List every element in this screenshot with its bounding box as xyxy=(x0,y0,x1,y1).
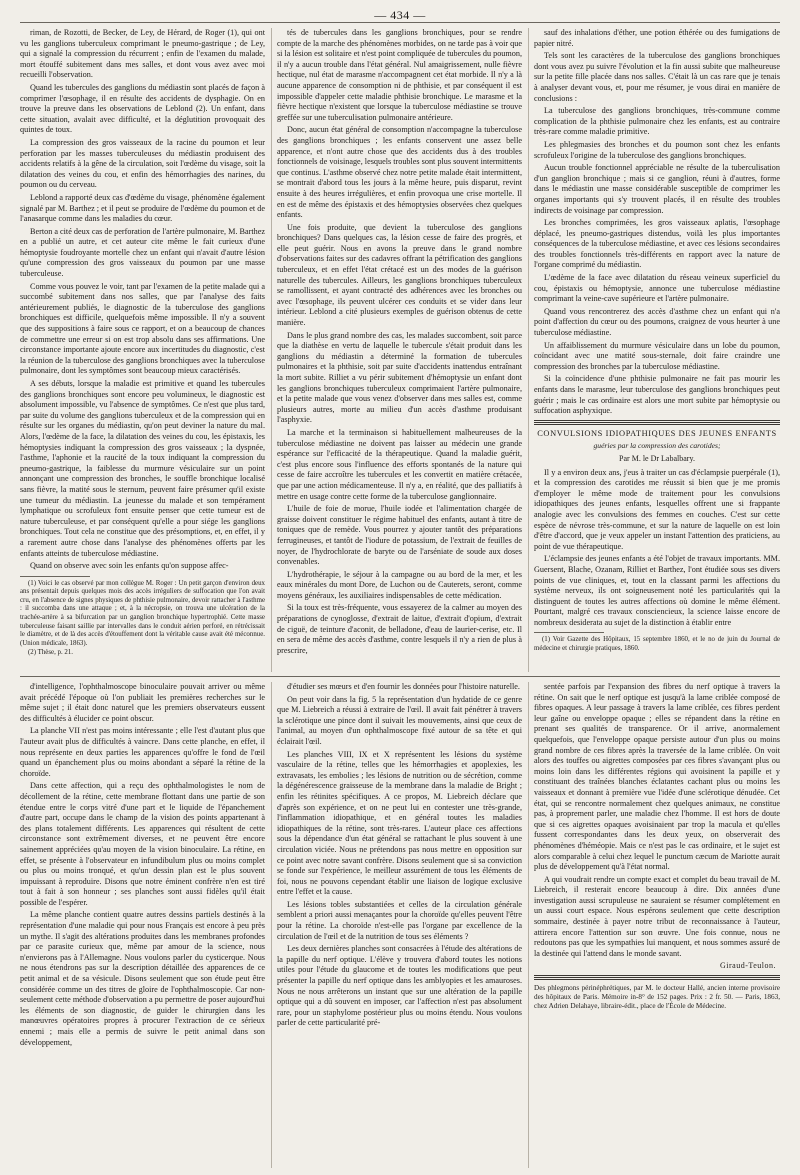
top-column-1 xyxy=(20,28,265,672)
paragraph: A qui voudrait rendre un compte exact et complet du beau travail de M. Liebreich, il resterait encore beaucoup à dire. Dix années d'une investigation aussi scrupuleuse ne sauraient se résumer complétement en un aussi court espace. Nous espérons seulement que cette description sommaire, destinée à payer notre tribut de reconnaissance à l'auteur, attirera encore l'attention sur son œuvre. Une fois connue, nous ne redoutons pas que les sympathies lui manquent, et nous sommes assuré de la destinée qui l'attend dans le monde savant. xyxy=(534,874,780,958)
paragraph: d'intelligence, l'ophthalmoscope binoculaire pouvait arriver ou même avait précédé l'époque où l'on publiait les premières recherches sur le même sujet ; il était donc naturel que les premiers observateurs eussent des difficultés à élucider ce point obscur. xyxy=(20,682,265,723)
column-separator xyxy=(271,682,272,1168)
paragraph: Comme vous pouvez le voir, tant par l'examen de la petite malade qui a succombé subitement dans nos salles, que par l'analyse des faits antérieurement publiés, le diagnostic de la tuberculose des ganglions bronchiques est difficile, quelquefois même impossible. Il n'y a souvent que des suppositions à faire sous ce rapport, et on a beaucoup de chances de commettre une erreur si on est trop absolu dans ses affirmations. Une circonstance importante ajoute encore aux incertitudes du diagnostic, c'est la réunion de la tuberculose des ganglions bronchiques avec la tuberculose pulmonaire, dont les symptômes sont beaucoup mieux caractérisés. xyxy=(20,281,265,376)
paragraph: Leblond a rapporté deux cas d'œdème du visage, phénomène également signalé par M. Barthez ; et il peut se produire de l'œdème du poumon et de l'anasarque comme dans les maladies du cœur. xyxy=(20,192,265,224)
paragraph: La même planche contient quatre autres dessins partiels destinés à la représentation d'une maladie qui pour nous Français est encore à peu près un mythe. Il s'agit des altérations produites dans les membranes profondes par ce parasite curieux que, même par amour de la science, nous n'envierons pas à l'Allemagne. Nous voulons parler du cysticerque. Nous ne nous étendrons pas sur la description détaillée des apparences de ce petit animal et de sa vésicule. Disons seulement que son étude peut être considérée comme un des titres de gloire de l'ophthalmoscopie. Car non-seulement cette méthode d'observation a pu permettre de poser aujourd'hui les éléments de son diagnostic, de guider le chirurgien dans les manœuvres opératoires propres à procurer l'extraction de ce sérieux ennemi ; mais elle a permis de suivre le petit animal dans son développement, xyxy=(20,910,265,1047)
footnote-rule xyxy=(20,576,90,577)
section-body xyxy=(534,468,780,629)
top-col1-body xyxy=(20,28,265,572)
paragraph: Un affaiblissement du murmure vésiculaire dans un lobe du poumon, coïncidant avec une matité sous-sternale, doit faire craindre une compression des bronches par la tuberculose médiastine. xyxy=(534,340,780,371)
paragraph: Aucun trouble fonctionnel appréciable ne résulte de la tuberculisation d'un ganglion bronchique ; mais si ce ganglion, réuni à d'autres, forme dans le médiastin une masse considérable susceptible de comprimer les organes importants qui s'y trouvent placés, il en résulte des troubles indirects de voisinage par compression. xyxy=(534,163,780,215)
paragraph: On peut voir dans la fig. 5 la représentation d'un hydatide de ce genre que M. Liebreich a réussi à extraire de l'œil. Il avait fait pénétrer à travers la sclérotique une pince dont il suivait les mouvements, ainsi que ceux de l'animal, au moyen d'un ophthalmoscope fixé autour de sa tête et qui éclairait l'œil. xyxy=(277,694,522,746)
bottom-col3-body xyxy=(534,682,780,959)
paragraph: Les deux dernières planches sont consacrées à l'étude des altérations de la papille du nerf optique. L'élève y trouvera d'abord toutes les notions utiles pour l'étude du glaucome et de toutes les modifications que peut présenter la papille du nerf optique dans les amblyopies et les amauroses. Nous ne nous arrêterons un instant que sur une altération de la papille optique qui a dû souvent en imposer, car l'affection n'est pas absolument rare, pour un staphylome postérieur plus ou moins étendu. Nous voulons parler de cette particularité pré- xyxy=(277,944,522,1028)
paragraph: A ses débuts, lorsque la maladie est primitive et quand les tubercules des ganglions bronchiques sont encore peu volumineux, le diagnostic est absolument impossible, vu l'absence de symptômes. Ce n'est que plus tard, par suite du volume des ganglions tuberculeux et de la compression qui en résulte sur les organes du médiastin, qu'on peut deviner la nature du mal. Alors, l'œdème de la face, la dilatation des veines du cou, les épistaxis, les hémoptysies indiquant la compression des gros vaisseaux ; la dyspnée, l'asthme, l'aphonie et la raucité de la toux indiquant la compression du pneumo-gastrique, la faiblesse du murmure vésiculaire sur un point annonçant une compression des bronches, le souffle bronchique localisé sans fièvre, la matité sous le sternum, peuvent faire présumer qu'il existe une tumeur du médiastin. La jeunesse du malade et son tempérament lymphatique ou scrofuleux font ensuite penser que cette tumeur est de nature tuberculeuse, et par conséquent qu'elle a pour siége les ganglions bronchiques. Tout cela ne constitue que des présomptions, et, en effet, il y a rarement autre chose dans l'analyse des phénomènes offerts par les enfants atteints de tuberculose médiastine. xyxy=(20,379,265,558)
section-title: CONVULSIONS IDIOPATHIQUES DES JEUNES ENFANTS xyxy=(537,428,777,438)
paragraph: L'éclampsie des jeunes enfants a été l'objet de travaux importants. MM. Guersent, Blache, Ozanam, Rilliet et Barthez, l'ont étudiée sous ses divers points de vue cliniques, et, tout en la classant parmi les affections du système nerveux, ils ont soigneusement noté les particularités qui la distinguent de toutes les autres affections où domine le même élément. Pourtant, malgré ces travaux consciencieux, la science laisse encore de nombreux desiderata au sujet de la distinction à établir entre xyxy=(534,554,780,627)
page-number: — 434 — xyxy=(374,8,426,22)
paragraph: sauf des inhalations d'éther, une potion éthérée ou des fumigations de papier nitré. xyxy=(534,28,780,48)
top-col2-body xyxy=(277,28,522,656)
section-author: Par M. le Dr Labalbary. xyxy=(619,453,695,463)
paragraph: L'huile de foie de morue, l'huile iodée et l'alimentation chargée de graisse doivent constituer le régime habituel des enfants, autant à titre de toniques que de remède. Vous pourrez y ajouter tantôt des préparations ferrugineuses, et tantôt de l'iodure de potassium, de l'extrait de feuilles de noyer, de l'hydrochlorate de baryte ou de l'arséniate de soude aux doses convenables. xyxy=(277,504,522,567)
bottom-col1-body xyxy=(20,682,265,1048)
section-rule xyxy=(534,975,780,976)
paragraph: Quand vous rencontrerez des accès d'asthme chez un enfant qui n'a point d'affection du cœur ou des poumons, craignez de vous heurter à une tuberculose médiastine. xyxy=(534,306,780,338)
section-rule-double xyxy=(534,977,780,980)
paragraph: La tuberculose des ganglions bronchiques, très-commune comme complication de la phthisie pulmonaire chez les enfants, est au contraire très-rare comme maladie primitive. xyxy=(534,106,780,137)
paragraph: (2) Thèse, p. 21. xyxy=(28,649,74,657)
top-column-2 xyxy=(277,28,522,672)
paragraph: riman, de Rozotti, de Becker, de Ley, de Hérard, de Roger (1), qui ont vu les ganglions tuberculeux comprimant le pneumo-gastrique ; de Ley, qui a signalé la compression du récurrent ; enfin de l'examen du malade, mort étouffé subitement dans mes salles, et dont vous avez avec moi recueilli l'observation. xyxy=(20,28,265,80)
paragraph: L'œdème de la face avec dilatation du réseau veineux superficiel du cou, épistaxis ou hémoptysie, annonce une tuberculose médiastine comprimant la veine-cave supérieure et l'artère pulmonaire. xyxy=(534,273,780,304)
bottom-column-3 xyxy=(534,682,780,1168)
column-separator xyxy=(528,28,529,672)
paragraph: d'étudier ses mœurs et d'en fournir les données pour l'histoire naturelle. xyxy=(287,682,520,691)
paragraph: sentée parfois par l'expansion des fibres du nerf optique à travers la rétine. On sait que le nerf optique est jusqu'à la lame criblée composé de fibres opaques. A leur passage à travers la lame criblée, ces fibres perdent leur gaîne ou enveloppe opaque ; elles se répandent dans la rétine en prenant ses qualités de transparence. Or il arrive, anormalement quelquefois, que l'enveloppe opaque persiste autour d'un plus ou moins grand nombre de ces fibres après la traversée de la lame criblée. On voit alors des touffes ou aigrettes composées par ces fibres s'avançant plus ou moins loin dans les différentes régions qui avoisinent la papille et y constituant des traînées blanches éclatantes cachant plus ou moins les vaisseaux et donnant à première vue l'idée d'une sclérotique dénudée. Cet état, qui se rencontre normalement chez quelques animaux, ne constitue pas, à proprement parler, une maladie chez l'homme. Il est hors de doute que si ces aigrettes opaques avoisinaient par trop la macula et qu'elles fussent correspondantes dans les deux yeux, on observerait des phénomènes d'héméopie. Mais ce n'est pas le cas ordinaire, et le sujet est alors comparable à celui chez lequel le punctum cæcum de Mariotte aurait plus de développement qu'à l'état normal. xyxy=(534,682,780,872)
paragraph: tés de tubercules dans les ganglions bronchiques, pour se rendre compte de la marche des phénomènes morbides, on ne tarde pas à voir que si la lésion est solitaire et n'est point compliquée de tubercules du poumon, il n'y a aucun trouble dans l'état général. Nul amaigrissement, nulle fièvre hectique, nul état de marasme n'accompagnent cet état morbide. Il n'y a là aucune apparence de consomption ni de phthisie, et par conséquent il est impossible d'appeler cette maladie phthisie bronchique. Le marasme et la fièvre hectique n'existent que lorsque la tuberculose médiastine se trouve greffée sur une tuberculisation pulmonaire antérieure. xyxy=(277,28,522,122)
paragraph: Quand on observe avec soin les enfants qu'on suppose affec- xyxy=(30,561,229,571)
top-col3-body xyxy=(534,28,780,417)
paragraph: Dans le plus grand nombre des cas, les malades succombent, soit parce que la diathèse en vertu de laquelle le tubercule s'était produit dans les ganglions du médiastin a déterminé la formation de tubercules pulmonaires et la phthisie, soit par suite d'accidents inattendus entraînant la mort subite. Rilliet a vu périr subitement d'hémoptysie un enfant dont les ganglions bronchiques tuberculeux comprimaient l'artère pulmonaire, et la petite malade que vous venez d'observer dans mes salles est, comme plusieurs autres, morte au milieu d'un accès d'asthme produisant l'asphyxie. xyxy=(277,330,522,425)
article-signature: Giraud-Teulon. xyxy=(720,961,776,971)
paragraph: Quand les tubercules des ganglions du médiastin sont placés de façon à comprimer l'œsophage, il en résulte des accidents de dysphagie. On en trouve la preuve dans les observations de Leblond (2). Un enfant, dans cette situation, avalait avec difficulté, et la déglutition provoquait des quintes de toux. xyxy=(20,82,265,135)
paragraph: Les lésions tobles substantiées et celles de la circulation générale semblent a priori aussi menaçantes pour la choroïde qu'elles peuvent l'être pour la rétine. La choroïde n'est-elle pas l'organe par excellence de la circulation de l'œil et de la nutrition de tous ses éléments ? xyxy=(277,899,522,941)
middle-rule xyxy=(20,676,780,677)
paragraph: La marche et la terminaison si habituellement malheureuses de la tuberculose médiastine ne doivent pas laisser au médecin une grande espérance sur l'efficacité de la thérapeutique. Quand la maladie guérit, c'est plus encore sous l'influence des efforts spontanés de la nature qui cesse de faire accroître les tubercules et les convertit en matière crétacée, que par une action médicamenteuse. Il n'y a, en réalité, que des palliatifs à mettre en usage contre cette forme de la tuberculose ganglionnaire. xyxy=(277,427,522,501)
section-subtitle: guéries par la compression des carotides; xyxy=(593,441,721,451)
section-footnote: (1) Voir Gazette des Hôpitaux, 15 septembre 1860, et le no de juin du Journal de médecine et chirurgie pratiques, 1860. xyxy=(534,636,780,653)
bottom-col2-body xyxy=(277,682,522,1029)
bottom-column-1 xyxy=(20,682,265,1168)
paragraph: Il y a environ deux ans, j'eus à traiter un cas d'éclampsie puerpérale (1), et la compression des carotides me réussit si bien que je me promis d'employer le même mode de traitement pour les convulsions idiopathiques des jeunes enfants, lesquelles offrent une si frappante analogie avec les convulsions des femmes en couches. C'est sur cette espèce de névrose très-commune, et sur la nature de laquelle on est loin d'être d'accord, que je veux appeler un instant l'attention des praticiens, au point de vue thérapeutique. xyxy=(534,467,780,551)
header-rule xyxy=(20,22,780,23)
paragraph: Les planches VIII, IX et X représentent les lésions du système vasculaire de la rétine, telles que les hémorrhagies et apoplexies, les extravasats, les embolies ; les lésions de nutrition ou de sécrétion, comme la dégénérescence graisseuse de la membrane dans la maladie de Bright ; enfin les rétinites spécifiques. A ce propos, M. Liebreich déclare que d'après son expérience, et on ne peut lui en contester une très-grande, l'inflammation idiopathique, et en général toutes les maladies idiopathiques de la rétine, sont très-rares. L'auteur place ces affections sous la dépendance d'un état général se rattachant le plus souvent à une circulation viciée. Nous ne prétendons pas nous mettre en opposition sur ce point avec notre savant confrère. Disons seulement que si sa conviction se fonde sur l'expérience, le meilleur assurément de tous les éléments de foi, nous ne pouvons cependant établir une liaison de logique exclusive entre l'effet et la cause. xyxy=(277,749,522,897)
top-col1-footnotes xyxy=(20,580,265,658)
paragraph: L'hydrothérapie, le séjour à la campagne ou au bord de la mer, et les eaux minérales du mont Dore, de Luchon ou de Cauterets, seront, comme moyens généraux, les auxiliaires indispensables de cette médication. xyxy=(277,569,522,600)
section-rule-double xyxy=(534,422,780,425)
paragraph: Dans cette affection, qui a reçu des ophthalmologistes le nom de décollement de la rétine, cette membrane flottant dans une partie de son étendue entre le corps vitré d'une part et le liquide de l'épanchement d'autre part, occupe dans le champ de la vision des points appartenant à des plans totalement différents. Les apparences qui résultent de cette circonstance sont extrêmement diverses, et ne peuvent être encore sainement appréciées qu'au moyen de la vision binoculaire. La rétine, en effet, se présente à l'observateur en infundibulum plus ou moins complet ou plus ou moins tronqué, et qu'un dessin plan est le plus souvent impuissant à reproduire. Disons que notre éminent confrère n'en est tiré tout à fait à son honneur ; ses planches sont aussi fidèles qu'il était possible de l'espérer. xyxy=(20,781,265,907)
paragraph: Berton a cité deux cas de perforation de l'artère pulmonaire, M. Barthez en a publié un autre, et cet auteur cite même le fait curieux d'une hémoptysie foudroyante mortelle chez un enfant qui n'avait d'autre lésion qu'une compression des gros vaisseaux du poumon par une masse tuberculeuse. xyxy=(20,226,265,279)
paragraph: La compression des gros vaisseaux de la racine du poumon et leur perforation par les masses tuberculeuses du médiastin produisent des accidents relatifs à la gêne de la circulation, soit l'œdème du visage, soit la dilatation des veines du cou, et enfin des hémorrhagies des narines, du poumon ou du cerveau. xyxy=(20,137,265,190)
bibliography-entry: Des phlegmons périnéphrétiques, par M. le docteur Hallé, ancien interne provisoire des hôpitaux de Paris. Mémoire in-8° de 152 pages. Prix : 2 fr. 50. — Paris, 1863, chez Adrien Delahaye, libraire-édit., place de l'École de Médecine. xyxy=(534,984,780,1011)
paragraph: (1) Voici le cas observé par mon collègue M. Roger : Un petit garçon d'environ deux ans présentait depuis quelques mois des accès irréguliers de suffocation que l'on avait cru, en l'absence de signes physiques de phthisie pulmonaire, devoir rattacher à l'asthme : il succomba dans une attaque ; et, à la nécropsie, on trouva une ulcération de la trachée-artère à sa bifurcation par un ganglion bronchique hypertrophié. Cette masse tuberculeuse faisant saillie par intervalles dans le conduit aérien perforé, en rétrécissait le diamètre, et de là des accès d'étouffement dont la véritable cause avait été méconnue. (Union médicale, 1863). xyxy=(20,579,265,647)
paragraph: Une fois produite, que devient la tuberculose des ganglions bronchiques? Dans quelques cas, la lésion cesse de faire des progrès, et elle peut guérir. Nous en avons la preuve dans le grand nombre d'observations faites sur des cadavres offrant la pétrification des ganglions tuberculeux, et en effet l'état crétacé est un des modes de la guérison naturelle des tubercules. Ailleurs, les ganglions bronchiques tuberculeux se ramollissent, et ayant contracté des adhérences avec les bronches ou avec l'œsophage, ils peuvent ulcérer ces conduits et se vider dans leur intérieur. Leblond a cité plusieurs exemples de guérison obtenus de cette manière. xyxy=(277,222,522,328)
column-separator xyxy=(528,682,529,1168)
paragraph: Si la toux est très-fréquente, vous essayerez de la calmer au moyen des préparations de cynoglosse, d'extrait de laitue, d'extrait d'opium, d'extrait de ciguë, de teinture d'aconit, de belladone, d'eau de laurier-cerise, etc. Il en sera de même des accès d'asthme, contre lesquels il n'y a rien de plus à prescrire, xyxy=(277,603,522,655)
paragraph: Tels sont les caractères de la tuberculose des ganglions bronchiques dont vous avez pu suivre l'évolution et la fin aussi subite que malheureuse sur la petite fille placée dans nos salles. C'était là un cas rare que je tenais à analyser devant vous, et, pour me résumer, je vous dirai en manière de conclusions : xyxy=(534,51,780,103)
bottom-column-2 xyxy=(277,682,522,1168)
paragraph: Donc, aucun état général de consomption n'accompagne la tuberculose des ganglions bronchiques ; les enfants conservent une assez belle apparence, et n'ont autre chose que des accidents dus à des troubles fonctionnels de voisinage, lesquels troubles sont plus souvent intermittents que continus. L'asthme observé chez notre petite malade était intermittent, se montrait d'abord tous les jours à la même heure, puis disparut, revint ensuite à des heures irrégulières, et enfin provoqua une crise mortelle. Il en est de même des épistaxis et des hémoptysies observées chez quelques enfants. xyxy=(277,125,522,220)
paragraph: La planche VII n'est pas moins intéressante ; elle l'est d'autant plus que l'auteur avait plus de difficultés à vaincre. Dans cette planche, en effet, il nous représente en deux parties les apparences qu'offre le fond de l'œil quand un épanchement plus ou moins abondant a séparé la rétine de la choroïde. xyxy=(20,726,265,778)
section-rule xyxy=(534,420,780,421)
top-column-3 xyxy=(534,28,780,672)
paragraph: Si la coïncidence d'une phthisie pulmonaire ne fait pas mourir les enfants dans le marasme, leur tuberculose des ganglions bronchiques peut guérir ; mais le cas ordinaire est alors une mort subite par hémoptysie ou suffocation asphyxique. xyxy=(534,374,780,416)
paragraph: Les bronches comprimées, les gros vaisseaux aplatis, l'œsophage déplacé, les pneumo-gastriques distendus, voilà les plus importantes conséquences de la tuberculose médiastine, et avec ces lésions secondaires des troubles fonctionnels très-différents en rapport avec la nature de l'organe comprimé du médiastin. xyxy=(534,218,780,270)
paragraph: Les phlegmasies des bronches et du poumon sont chez les enfants scrofuleux l'origine de la tuberculose des ganglions bronchiques. xyxy=(534,139,780,160)
column-separator xyxy=(271,28,272,672)
footnote-rule xyxy=(534,632,604,633)
